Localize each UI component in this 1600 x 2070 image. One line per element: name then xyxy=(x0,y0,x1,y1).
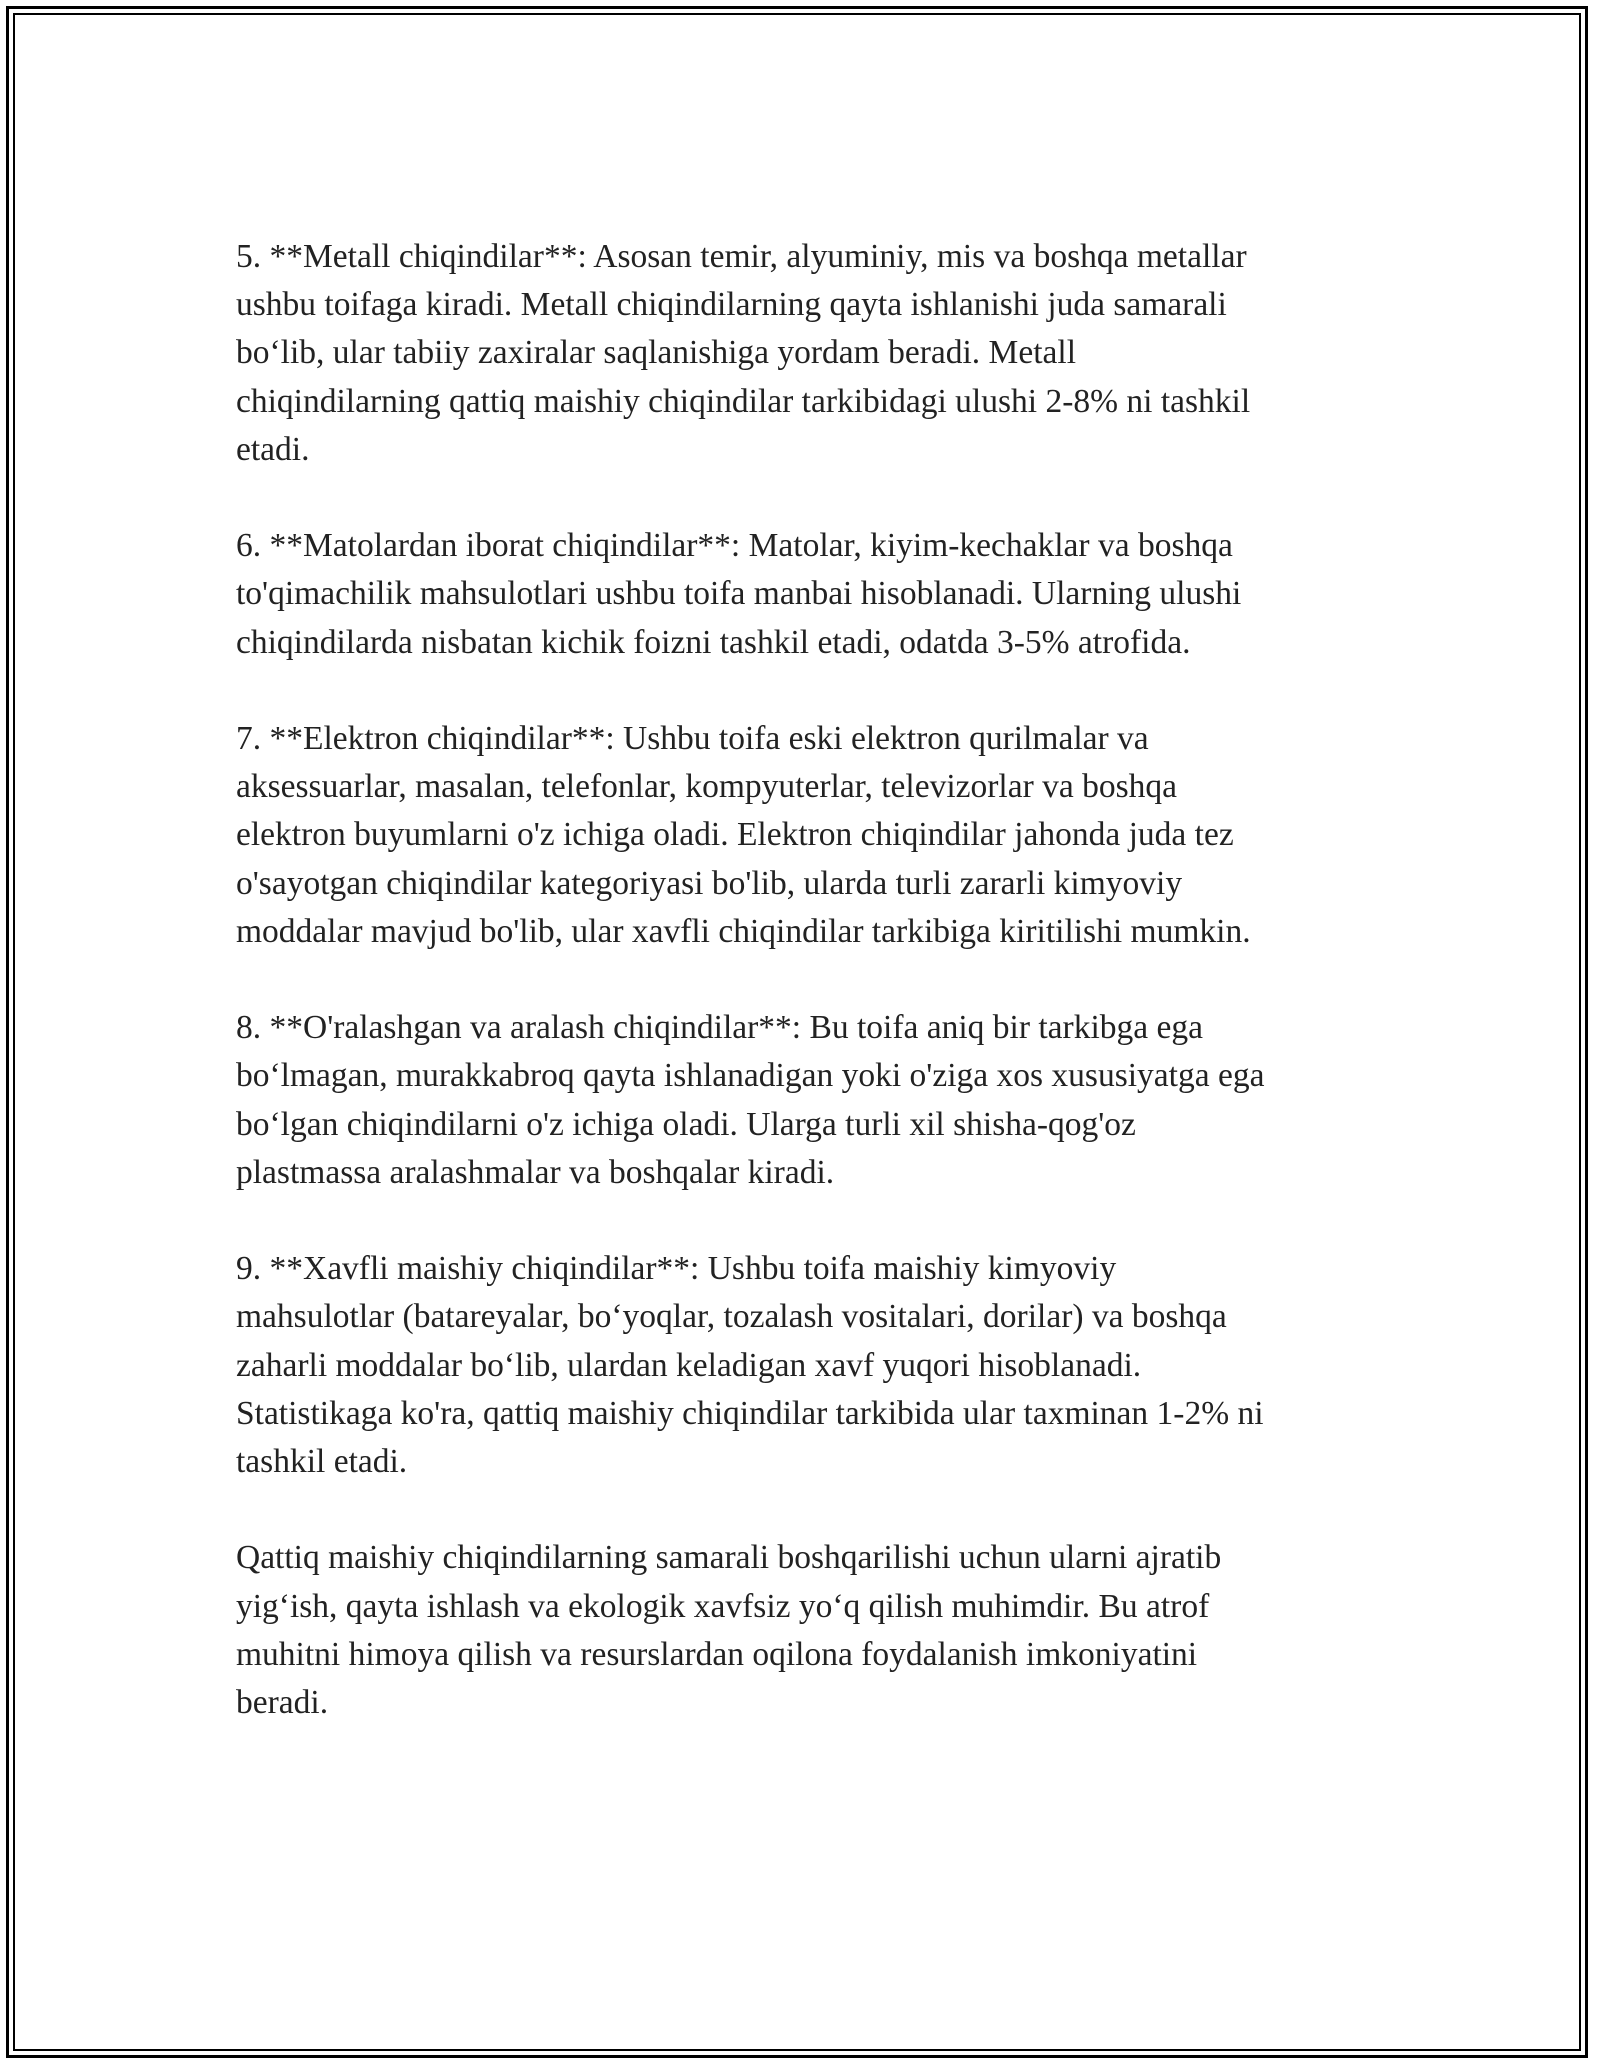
text-line: tashkil etadi. xyxy=(236,1443,408,1481)
text-line: moddalar mavjud bo'lib, ular xavfli chiqindilar tarkibiga kiritilishi mumkin. xyxy=(236,912,1251,950)
paragraph-hazardous-waste xyxy=(236,1245,1376,1486)
paragraph-textile-waste xyxy=(236,522,1376,667)
text-line: bo‘lmagan, murakkabroq qayta ishlanadigan yoki o'ziga xos xususiyatga ega xyxy=(236,1057,1265,1095)
text-line: elektron buyumlarni o'z ichiga oladi. Elektron chiqindilar jahonda juda tez xyxy=(236,816,1234,854)
text-line: ushbu toifaga kiradi. Metall chiqindilarning qayta ishlanishi juda samarali xyxy=(236,286,1227,324)
text-line: bo‘lib, ular tabiiy zaxiralar saqlanishiga yordam beradi. Metall xyxy=(236,334,1077,372)
paragraph-mixed-waste xyxy=(236,1004,1376,1197)
text-line: Qattiq maishiy chiqindilarning samarali boshqarilishi uchun ularni ajratib xyxy=(236,1539,1222,1577)
text-line: 9. **Xavfli maishiy chiqindilar**: Ushbu toifa maishiy kimyoviy xyxy=(236,1250,1117,1288)
text-line: 5. **Metall chiqindilar**: Asosan temir, alyuminiy, mis va boshqa metallar xyxy=(236,238,1247,275)
paragraph-conclusion xyxy=(236,1534,1376,1727)
text-line: yig‘ish, qayta ishlash va ekologik xavfsiz yo‘q qilish muhimdir. Bu atrof xyxy=(236,1587,1210,1625)
text-line: chiqindilarda nisbatan kichik foizni tashkil etadi, odatda 3-5% atrofida. xyxy=(236,623,1191,661)
text-line: zaharli moddalar bo‘lib, ulardan keladigan xavf yuqori hisoblanadi. xyxy=(236,1346,1142,1384)
text-line: o'sayotgan chiqindilar kategoriyasi bo'lib, ularda turli zararli kimyoviy xyxy=(236,864,1183,902)
text-line: aksessuarlar, masalan, telefonlar, kompyuterlar, televizorlar va boshqa xyxy=(236,768,1178,806)
text-line: muhitni himoya qilish va resurslardan oqilona foydalanish imkoniyatini xyxy=(236,1635,1198,1673)
text-line: chiqindilarning qattiq maishiy chiqindilar tarkibidagi ulushi 2-8% ni tashkil xyxy=(236,382,1251,420)
text-line: to'qimachilik mahsulotlari ushbu toifa manbai hisoblanadi. Ularning ulushi xyxy=(236,575,1242,613)
paragraph-electronic-waste xyxy=(236,715,1376,956)
text-line: plastmassa aralashmalar va boshqalar kiradi. xyxy=(236,1153,835,1191)
text-line: Statistikaga ko'ra, qattiq maishiy chiqindilar tarkibida ular taxminan 1-2% ni xyxy=(236,1394,1264,1432)
paragraph-metal-waste xyxy=(236,233,1376,474)
text-line: bo‘lgan chiqindilarni o'z ichiga oladi. Ularga turli xil shisha-qog'oz xyxy=(236,1105,1136,1143)
text-line: 6. **Matolardan iborat chiqindilar**: Matolar, kiyim-kechaklar va boshqa xyxy=(236,527,1233,565)
text-line: 7. **Elektron chiqindilar**: Ushbu toifa eski elektron qurilmalar va xyxy=(236,720,1149,757)
text-line: etadi. xyxy=(236,430,310,468)
document-body xyxy=(236,233,1376,1775)
text-line: mahsulotlar (batareyalar, bo‘yoqlar, tozalash vositalari, dorilar) va boshqa xyxy=(236,1298,1227,1336)
text-line: 8. **O'ralashgan va aralash chiqindilar**: Bu toifa aniq bir tarkibga ega xyxy=(236,1009,1203,1047)
text-line: beradi. xyxy=(236,1684,329,1722)
